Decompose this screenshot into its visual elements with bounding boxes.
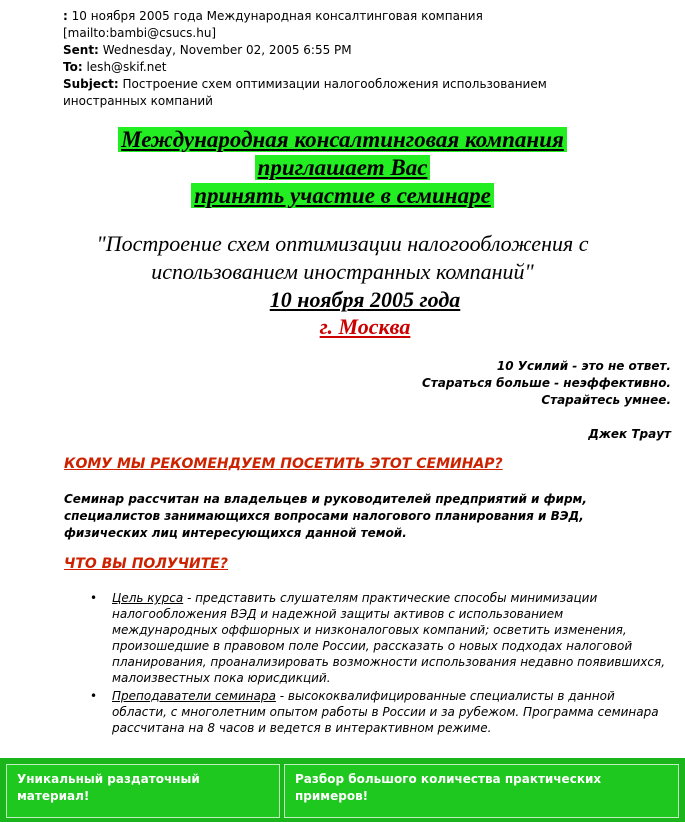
sent-line: Sent: Wednesday, November 02, 2005 6:55 PM xyxy=(63,43,352,57)
who-heading: КОМУ МЫ РЕКОМЕНДУЕМ ПОСЕТИТЬ ЭТОТ СЕМИНАР? xyxy=(64,456,503,472)
invitation-line-3: принять участие в семинаре xyxy=(191,183,494,208)
features-panel xyxy=(0,758,685,822)
list-item xyxy=(90,688,670,736)
quote-line-3: Старайтесь умнее. xyxy=(541,393,671,407)
bullet-icon: • xyxy=(90,591,98,605)
from-line: : 10 ноября 2005 года Международная консалтинговая компания [mailto:bambi@csucs.hu] xyxy=(63,9,483,40)
invitation-line-1: Международная консалтинговая компания xyxy=(118,127,567,152)
bullet-label: Преподаватели семинара xyxy=(112,689,276,703)
email-header xyxy=(63,8,623,110)
bullet-icon: • xyxy=(90,689,98,703)
what-heading: ЧТО ВЫ ПОЛУЧИТЕ? xyxy=(64,556,228,572)
who-text: Семинар рассчитан на владельцев и руководителей предприятий и фирм, специалистов занимающихся вопросами налогового планирования и ВЭД, физических лиц интересующихся данной темой. xyxy=(64,492,587,540)
sent-value: Wednesday, November 02, 2005 6:55 PM xyxy=(102,43,352,57)
subject-line: Subject: Построение схем оптимизации налогообложения использованием иностранных компаний xyxy=(63,77,547,108)
invitation-line-2: приглашает Вас xyxy=(255,155,431,180)
bullet-text: - представить слушателям практические способы минимизации налогообложения ВЭД и надежной защиты активов с использованием международных оффшорных и низконалоговых компаний; осветить изменения, произошедшие в правовом поле России, рассказать о новых подходах налоговой планирования, проанализировать возможности использования недавно появившихся, малоизвестных пока юрисдикций. xyxy=(112,591,666,685)
to-line: To: lesh@skif.net xyxy=(63,60,167,74)
bullet-label: Цель курса xyxy=(112,591,184,605)
from-value: 10 ноября 2005 года Международная консалтинговая компания [mailto:bambi@csucs.hu] xyxy=(63,9,483,40)
seminar-title: "Построение схем оптимизации налогообложения с использованием иностранных компаний" xyxy=(96,231,589,284)
list-item xyxy=(90,590,670,686)
bullet-text: - высококвалифицированные специалисты в данной области, с многолетним опытом работы в России и за рубежом. Программа семинара рассчитана на 8 часов и ведется в интерактивном режиме. xyxy=(112,689,659,735)
feature-left: Уникальный раздаточный материал! xyxy=(6,764,280,818)
epigraph-quote xyxy=(422,358,671,443)
seminar-city: г. Москва xyxy=(319,314,411,339)
quote-line-1: 10 Усилий - это не ответ. xyxy=(496,359,671,373)
benefits-list xyxy=(90,590,670,738)
quote-line-2: Стараться больше - неэффективно. xyxy=(422,376,671,390)
seminar-date: 10 ноября 2005 года xyxy=(269,287,461,312)
feature-right: Разбор большого количества практических примеров! xyxy=(284,764,679,818)
to-value: lesh@skif.net xyxy=(86,60,167,74)
invitation-banner xyxy=(0,126,685,210)
quote-author: Джек Траут xyxy=(588,427,671,441)
subject-value: Построение схем оптимизации налогообложения использованием иностранных компаний xyxy=(63,77,547,108)
